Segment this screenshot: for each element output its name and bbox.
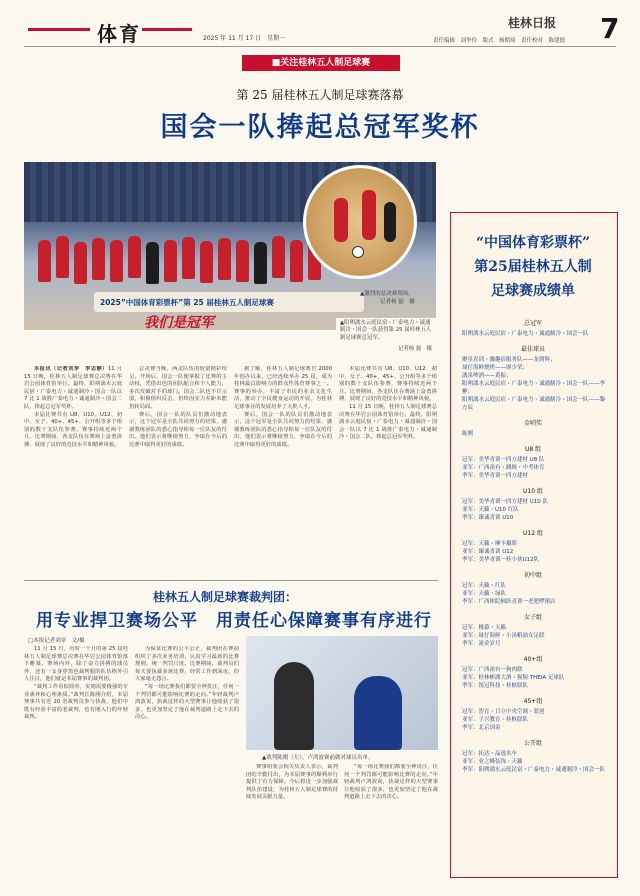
results-entry: 冠军：广西祖有一狗肉联: [462, 667, 523, 673]
results-group-heading: U8 组: [524, 446, 542, 453]
referee-photo: [246, 636, 438, 750]
results-group-heading: 女子组: [523, 614, 542, 621]
results-entry: 亚军：臻诚青训 U12: [462, 549, 514, 555]
sidebar-title-line1: “中国体育彩票杯”: [475, 235, 591, 251]
second-headline: 用专业捍卫赛场公平 用责任心保障赛事有序进行: [36, 611, 432, 631]
results-entry: 冠军：桃幕・天籁: [462, 625, 507, 631]
results-entry: 季军：广西体院枫跃青训一老肥啰猪店: [462, 599, 556, 605]
results-group-heading: 40+组: [523, 656, 543, 663]
main-article-col1: 本报讯（记者刘李 李志静）11 月 15 日晚，桂林五人制足球赛总决赛在华岩公园体育馆举行。最终，阳朔漓水云庭民宿・广泰电力・诚通制冷・国会一队以 7 比 1 战胜广泰电力・诚通制冷・国会二队，捧起总冠军奖杯。 本届比赛共有 U8、U10、U12、初中、女子、40+、45+、公开组等多个组别的数十支队伍参赛，赛事持续近两个月。比赛期间，各支队伍在赛场上奋勇拼搏，展现了良好的竞技水平和精神风貌。: [24, 366, 122, 448]
results-group-heading: U12 组: [523, 530, 543, 537]
section-rule-right: [142, 28, 192, 31]
event-backdrop-text: 2025”中国体育彩票杯”第 25 届桂林五人制足球赛: [100, 298, 274, 307]
results-group-heading: 总冠军: [523, 320, 542, 327]
inset-caption: ▲激烈的总决赛现场。 记者杨 磊 摄: [360, 291, 415, 305]
topic-banner: ■关注桂林五人制足球赛: [242, 55, 400, 71]
sidebar-title-line2: 第25届桂林五人制: [474, 259, 592, 275]
results-entry: 亚军：业之峰装饰・天籁: [462, 759, 523, 765]
match-inset-photo: [303, 165, 417, 279]
referee-figure: [354, 676, 402, 750]
section-title: 体育: [97, 22, 141, 46]
results-group-heading: 初中组: [523, 572, 542, 579]
article-divider: [24, 580, 438, 581]
results-entry: 冠军：天籁・红队: [462, 583, 507, 589]
referee-figure: [274, 662, 314, 750]
header-divider: [24, 46, 616, 47]
results-entry: 亚军：天籁・U10 红队: [462, 507, 519, 513]
second-article-col1: 11 月 15 日，历时一个月的第 25 届桂林五人制足球赛总决赛在华岩公园体育馆落下帷幕。赛场内外，除了奋力拼搏的球员外，还有一支身穿黑色裁判服的队伍格外引人注目，他们就是本届赛事的裁判团。 “裁判工作看似简单，实则需要极强的专业素养和心理素质。”裁判长陈刚介绍，本届赛事共有近 20 名裁判员参与执裁，他们中既有经验丰富的老裁判，也有刚入行的年轻裁判。: [24, 646, 128, 721]
main-article-col4: 本届比赛共有 U8、U10、U12、初中、女子、40+、45+、公开组等多个组别的数十支队伍参赛，赛事持续近两个月。比赛期间，各支队伍在赛场上奋勇拼搏，展现了良好的竞技水平和精神风貌。 11 月 15 日晚，桂林五人制足球赛总决赛在华岩公园体育馆举行。最终，阳朔漓水云庭民宿・广泰电力・诚通制冷・国会一队以 7 比 1 战胜广泰电力・诚通制冷・国会二队，捧起总冠军奖杯。: [339, 366, 437, 441]
results-entry: 阳朔漓水云庭民宿・广泰电力・诚通制冷・国会一队——黎方辰: [462, 397, 606, 411]
results-entry: 陈刚: [462, 431, 474, 437]
results-entry: 阳朔漓水云庭民宿・广泰电力・诚通制冷・国会一队——李翀；: [462, 381, 606, 395]
results-entry: 季军：北京国金: [462, 725, 501, 731]
second-article-col4: “每一场比赛我们都要全神贯注，任何一个判罚都可能影响比赛的走向。”年轻裁判卢鸿波说，执裁这样的大型赛事让他收获了很多，也更加坚定了他在裁判道路上走下去的决心。: [344, 764, 438, 801]
results-entry: 季军：美华青训一桂小侠U12队: [462, 557, 540, 563]
results-entry: 冠军：拓达・品逸名车: [462, 751, 518, 757]
results-entry: 冠军：美华青训一四方建材 U10 队: [462, 499, 549, 505]
second-article-col2: 为保证比赛的公平公正，裁判团在赛前组织了多次业务培训，认真学习最新的比赛规则，统一判罚尺度。比赛期间，裁判员们每天要执裁多场比赛，经常工作到深夜，但大家毫无怨言。 “每一场比赛我们都要全神贯注，任何一个判罚都可能影响比赛的走向。”年轻裁判卢鸿波说，执裁这样的大型赛事让他收获了很多，也更加坚定了他在裁判道路上走下去的决心。: [135, 646, 239, 721]
results-group-heading: 金哨奖: [523, 420, 542, 427]
second-kicker: 桂林五人制足球赛裁判团：: [152, 590, 297, 604]
main-article-col3: 据了解，桂林五人制足球赛自 2000 年创办以来，已经连续举办 25 届，成为桂林最具影响力的群众性体育赛事之一。赛事的举办，丰富了市民的业余文化生活，推动了全民健身运动的开展，为桂林足球事业的发展培养了大批人才。 赛后，国会一队的队员们激动地表示，这个冠军是全队共同努力的结果，感谢教练团队的悉心指导和每一位队友的付出。他们表示将继续努力，争取在今后的比赛中取得更好的成绩。: [234, 366, 332, 448]
main-headline: 国会一队捧起总冠军奖杯: [160, 112, 480, 143]
results-entry: 季军：阳朔漓水云庭民宿・广泰电力・诚通制冷・国会一队: [462, 767, 606, 773]
main-article-col2: 总决赛当晚，两支队伍的较量精彩纷呈。开场后，国会一队便掌握了比赛的主动权，凭借出色的团队配合和个人能力，多次攻破对手的球门。国会二队也不甘示弱，积极组织反击，但终因实力差距未能扭转局面。 赛后，国会一队的队员们激动地表示，这个冠军是全队共同努力的结果，感谢教练团队的悉心指导和每一位队友的付出。他们表示将继续努力，争取在今后的比赛中取得更好的成绩。: [129, 366, 227, 448]
referee-photo-caption: ▲裁判陈刚（左）、卢鸿波赛前做对球员名单。: [262, 755, 374, 761]
event-backdrop: [94, 292, 364, 312]
results-list: [450, 312, 616, 774]
slogan-text: 我们是冠军: [144, 315, 214, 330]
results-entry: 季军：锐冠科技・桂枢联队: [462, 683, 529, 689]
results-entry: 冠军：智育・日立中央空调・蓝创: [462, 709, 545, 715]
second-article-col3: 赛事组委会相关负责人表示，裁判团的辛勤付出，为本届赛事的顺利举行提供了有力保障。今后将进一步加强裁判队伍建设，为桂林五人制足球赛的持续发展贡献力量。: [246, 764, 338, 801]
sidebar-title-line3: 足球赛成绩单: [491, 283, 575, 299]
results-entry: 冠军：美华青训一四方建材 U8 队: [462, 457, 545, 463]
photo-caption-box: [336, 318, 436, 364]
results-group-heading: U10 组: [523, 488, 543, 495]
second-byline: □本报记者刘章 文/摄: [28, 638, 85, 644]
results-entry: 聚星青训・骤趣宿服务队——龙朝辉；: [462, 357, 556, 363]
paper-name: 桂林日报: [508, 16, 557, 30]
results-entry: 冠军：天籁・摩卡摄影: [462, 541, 518, 547]
ball-icon: [352, 246, 364, 258]
photo-credit: 记者杨 磊 摄: [397, 346, 432, 353]
results-entry: 亚军：广西祖有・跳绳・中考体育: [462, 465, 545, 471]
page-number: 7: [600, 12, 620, 45]
results-entry: 季军：臻诚青训 U10: [462, 515, 514, 521]
results-entry: 阳朔漓水云庭民宿・广泰电力・诚通制冷・国会一队: [462, 331, 589, 337]
results-entry: 漓泉啤酒——黄振；: [462, 373, 512, 379]
results-entry: 亚军：桂林彬湖大酒・猩猩 THEIA 足球队: [462, 675, 565, 681]
results-entry: 亚军：晟仔海鲜・小汤粮油女足联: [462, 633, 545, 639]
topic-banner-label: 关注桂林五人制足球赛: [280, 58, 371, 68]
results-entry: 亚军：天籁・绿队: [462, 591, 507, 597]
results-entry: 季军：美华青训一四方建材: [462, 473, 529, 479]
results-entry: 季军：流金岁月: [462, 641, 501, 647]
results-group-heading: 最佳球员: [520, 346, 545, 353]
section-rule-left: [28, 28, 90, 31]
issue-date: 2025 年 11 月 17 日 星期一: [203, 35, 286, 42]
results-entry: 晟仔海鲜烧烤——廖少荣；: [462, 365, 529, 371]
results-entry: 亚军：子兴教育・桂枢联队: [462, 717, 529, 723]
editor-credits: 责任编辑 刘李伶 版式 杨期琦 责任校对 陈建德: [433, 38, 566, 44]
photo-caption: ▲阳朔漓水云庭民宿・广泰电力・诚通制冷・国会一队获得第 25 届桂林五人制足球赛总冠军。: [340, 320, 432, 341]
results-group-heading: 45+组: [523, 698, 543, 705]
main-kicker: 第 25 届桂林五人制足球赛落幕: [236, 88, 404, 102]
results-group-heading: 公开组: [523, 740, 542, 747]
